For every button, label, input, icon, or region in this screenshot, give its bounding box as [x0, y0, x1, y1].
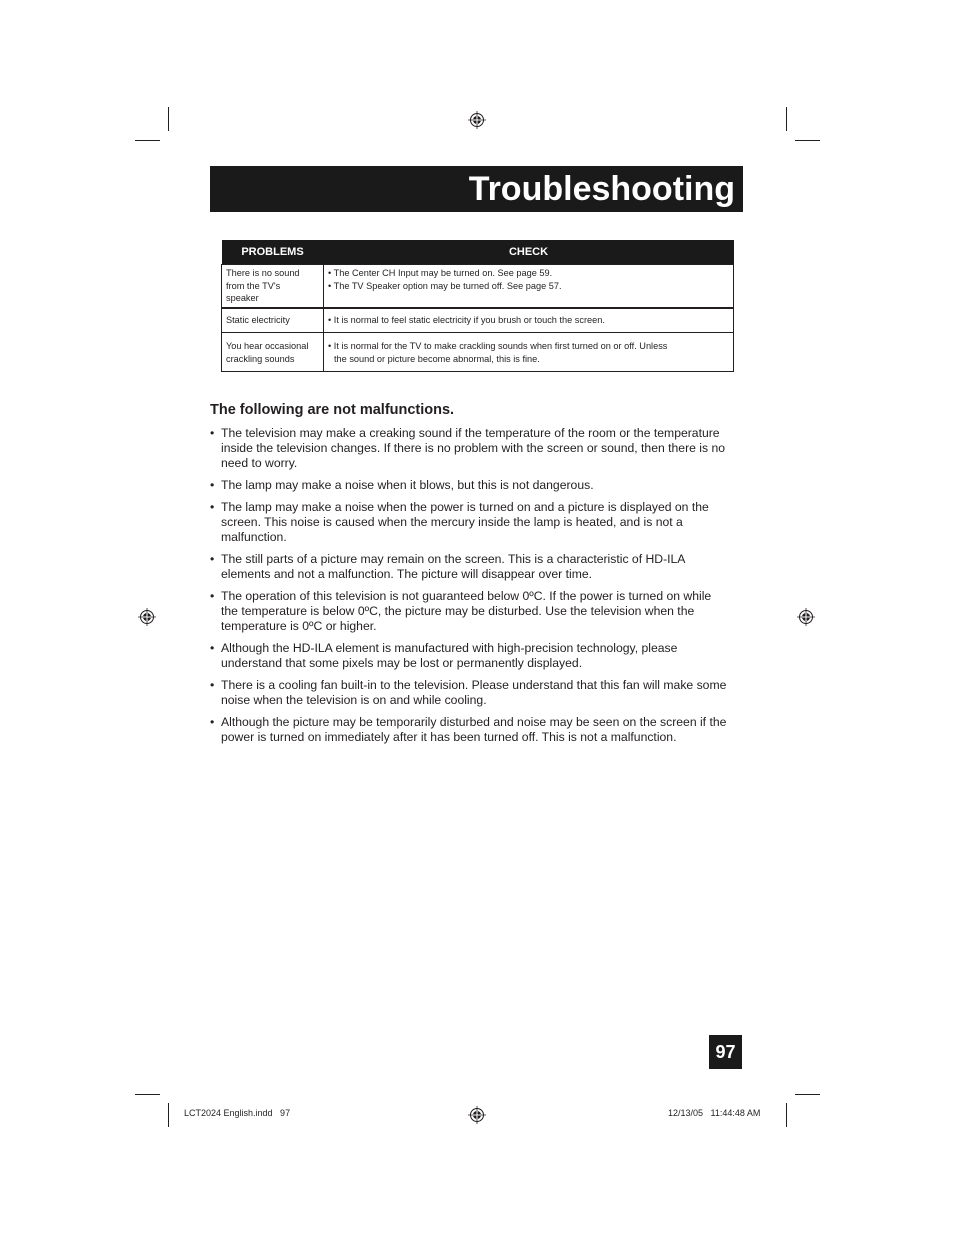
- table-row: [222, 265, 734, 309]
- bullet-icon: •: [210, 678, 215, 692]
- problem-cell: [222, 308, 324, 333]
- problem-text: Static electricity: [226, 314, 290, 325]
- list-item: [210, 552, 750, 582]
- check-text: the sound or picture become abnormal, this is fine.: [334, 353, 540, 364]
- check-text: • The TV Speaker option may be turned off. See page 57.: [328, 280, 562, 291]
- registration-mark-icon: [467, 1105, 487, 1125]
- bullet-icon: •: [210, 478, 215, 492]
- crop-mark: [786, 107, 787, 131]
- section-heading: The following are not malfunctions.: [210, 402, 455, 418]
- bullet-icon: •: [210, 589, 215, 603]
- registration-mark-icon: [796, 607, 816, 627]
- crop-mark: [168, 1103, 169, 1127]
- footer-file-name: LCT2024 English.indd 97: [184, 1108, 291, 1118]
- list-item-text: The television may make a creaking sound if the temperature of the room or the temperature inside the television changes. If there is no problem with the screen or sound, then there is no need to worry.: [221, 426, 726, 470]
- problem-cell: [222, 265, 324, 309]
- problem-text: speaker: [226, 293, 259, 303]
- table-row: [222, 333, 734, 372]
- check-cell: [324, 265, 734, 309]
- list-item: [210, 478, 750, 493]
- registration-mark-icon: [137, 607, 157, 627]
- crop-mark: [135, 1094, 160, 1095]
- check-text: • It is normal for the TV to make crackling sounds when first turned on or off. Unless: [328, 341, 668, 351]
- problem-text: You hear occasional: [226, 341, 309, 351]
- list-item-text: The lamp may make a noise when it blows, but this is not dangerous.: [221, 478, 594, 492]
- page-title-bar: [210, 166, 743, 212]
- problem-text: crackling sounds: [226, 353, 295, 364]
- column-header-problems: PROBLEMS: [222, 240, 324, 265]
- list-item: [210, 589, 750, 634]
- column-header-check: CHECK: [324, 240, 734, 265]
- list-item: [210, 426, 750, 471]
- crop-mark: [135, 140, 160, 141]
- list-item: [210, 641, 750, 671]
- list-item-text: The lamp may make a noise when the power is turned on and a picture is displayed on the screen. This noise is caused when the mercury inside the lamp is heated, and is not a malfunction.: [221, 500, 709, 544]
- list-item-text: The still parts of a picture may remain on the screen. This is a characteristic of HD-ILA elements and not a malfunction. The picture will disappear over time.: [221, 552, 685, 581]
- check-text: • It is normal to feel static electricity if you brush or touch the screen.: [328, 314, 605, 325]
- bullet-icon: •: [210, 500, 215, 514]
- page-title: Troubleshooting: [468, 170, 735, 208]
- list-item-text: Although the picture may be temporarily disturbed and noise may be seen on the screen if the power is turned on immediately after it has been turned off. This is not a malfunction.: [221, 715, 727, 744]
- crop-mark: [786, 1103, 787, 1127]
- not-malfunctions-list: [210, 426, 750, 752]
- problem-text: from the TV's: [226, 280, 281, 291]
- bullet-icon: •: [210, 641, 215, 655]
- bullet-icon: •: [210, 715, 215, 729]
- check-text: • The Center CH Input may be turned on. See page 59.: [328, 268, 553, 278]
- table-row: [222, 308, 734, 333]
- list-item: [210, 500, 750, 545]
- crop-mark: [168, 107, 169, 131]
- crop-mark: [795, 1094, 820, 1095]
- list-item: [210, 678, 750, 708]
- page-number-badge: 97: [709, 1035, 742, 1069]
- bullet-icon: •: [210, 426, 215, 440]
- registration-mark-icon: [467, 110, 487, 130]
- troubleshooting-table: [221, 240, 734, 372]
- bullet-icon: •: [210, 552, 215, 566]
- list-item: [210, 715, 750, 745]
- problem-cell: [222, 333, 324, 372]
- check-cell: [324, 333, 734, 372]
- crop-mark: [795, 140, 820, 141]
- problem-text: There is no sound: [226, 268, 300, 278]
- table-header-row: [222, 240, 734, 265]
- list-item-text: There is a cooling fan built-in to the television. Please understand that this fan will make some noise when the television is on and while cooling.: [221, 678, 727, 707]
- footer-timestamp: 12/13/05 11:44:48 AM: [668, 1108, 761, 1118]
- list-item-text: Although the HD-ILA element is manufactured with high-precision technology, please understand that some pixels may be lost or permanently displayed.: [221, 641, 678, 670]
- check-cell: [324, 308, 734, 333]
- list-item-text: The operation of this television is not guaranteed below 0ºC. If the power is turned on while the temperature is below 0ºC, the picture may be disturbed. Use the television when the temperature is 0ºC or higher.: [221, 589, 712, 633]
